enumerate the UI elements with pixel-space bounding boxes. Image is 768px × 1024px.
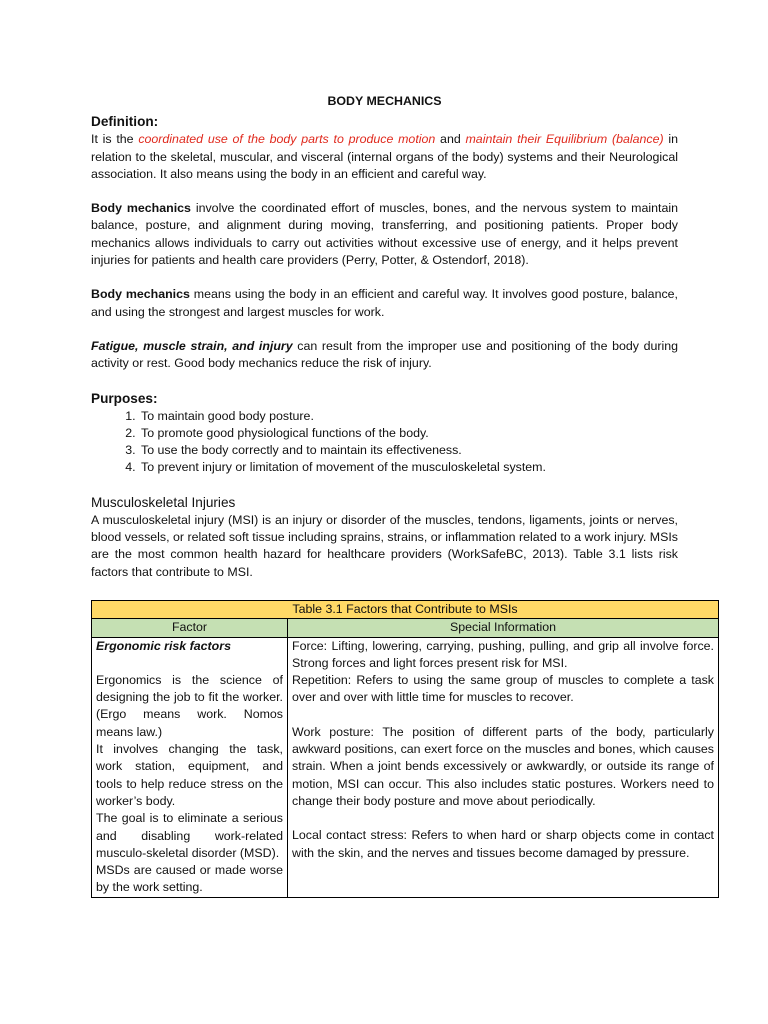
text-run: means using the body in an efficient and careful way. It involves good posture, balance, and using the strongest and largest muscles for work. bbox=[91, 287, 678, 319]
msi-heading: Musculoskeletal Injuries bbox=[91, 494, 236, 510]
body-mechanics-paragraph-2 bbox=[91, 286, 678, 321]
text-run: can result from the improper use and positioning of the body during activity or rest. Good body mechanics reduce the risk of injury. bbox=[91, 338, 679, 371]
table-row bbox=[92, 637, 719, 897]
factor-text: It involves changing the task, work station, equipment, and tools to help reduce stress on the worker’s body. bbox=[96, 742, 283, 808]
msi-paragraph: A musculoskeletal injury (MSI) is an injury or disorder of the muscles, tendons, ligaments, joints or nerves, blood vessels, or related soft tissue including sprains, strains, or inflammation related to a work injury. MSIs are the most common health hazard for healthcare providers (WorkSafeBC, 2013). Table 3.1 lists risk factors that contribute to MSI. bbox=[91, 512, 678, 579]
msi-factors-table bbox=[91, 600, 719, 898]
body-mechanics-paragraph bbox=[91, 200, 678, 269]
info-text: Force: Lifting, lowering, carrying, pushing, pulling, and grip all involve force. Strong forces and light forces present risk for MSI. bbox=[292, 638, 714, 670]
list-item: 4. To prevent injury or limitation of movement of the musculoskeletal system. bbox=[139, 459, 678, 476]
bold-term: Body mechanics bbox=[91, 287, 190, 302]
factor-title: Ergonomic risk factors bbox=[96, 638, 231, 653]
column-header-info: Special Information bbox=[288, 619, 719, 637]
highlight-text: coordinated use of the body parts to produce motion bbox=[138, 132, 436, 147]
factor-text: Ergonomics is the science of designing the job to fit the worker. (Ergo means work. Nomos means law.) bbox=[96, 672, 283, 739]
column-header-factor: Factor bbox=[92, 619, 288, 637]
factor-text: MSDs are caused or made worse by the work setting. bbox=[96, 863, 283, 895]
purposes-heading: Purposes: bbox=[91, 390, 158, 406]
purposes-list bbox=[91, 408, 678, 477]
definition-heading: Definition: bbox=[91, 114, 159, 130]
list-item: 3. To use the body correctly and to maintain its effectiveness. bbox=[139, 442, 678, 459]
info-text: Repetition: Refers to using the same group of muscles to complete a task over and over with little time for muscles to recover. bbox=[292, 673, 714, 705]
text-run: and bbox=[435, 132, 466, 147]
table-caption: Table 3.1 Factors that Contribute to MSIs bbox=[92, 601, 719, 619]
text-run: It is the bbox=[91, 132, 139, 147]
info-text: Local contact stress: Refers to when hard or sharp objects come in contact with the skin, and the nerves and tissues become damaged by pressure. bbox=[292, 828, 714, 860]
bold-term: Body mechanics bbox=[91, 201, 191, 216]
text-run: in relation to the skeletal, muscular, and visceral (internal organs of the body) systems and their Neurological association. It also means using the body in an efficient and careful way. bbox=[91, 132, 679, 181]
document-body bbox=[91, 93, 678, 581]
list-item: 2. To promote good physiological functions of the body. bbox=[139, 425, 678, 442]
highlight-text: maintain their Equilibrium (balance) bbox=[465, 132, 664, 147]
document-title: BODY MECHANICS bbox=[327, 94, 442, 108]
factor-cell bbox=[92, 637, 288, 897]
info-cell bbox=[288, 637, 719, 897]
bold-italic-term: Fatigue, muscle strain, and injury bbox=[91, 338, 293, 353]
text-run: involve the coordinated effort of muscles, bones, and the nervous system to maintain balance, posture, and alignment during moving, transferring, and positioning patients. Proper body mechanics allows individuals to carry out activities without excessive use of energy, and it helps prevent injuries for patients and health care providers (Perry, Potter, & Ostendorf, 2018). bbox=[91, 201, 678, 268]
list-item: 1. To maintain good body posture. bbox=[139, 408, 678, 425]
definition-paragraph bbox=[91, 131, 678, 183]
fatigue-paragraph bbox=[91, 338, 678, 373]
info-text: Work posture: The position of different parts of the body, particularly awkward positions, can exert force on the muscles and bones, which causes strain. When a joint bends excessively or awkwardly, or outside its range of motion, MSI can occur. This also includes static postures. Workers need to change their body posture and move about periodically. bbox=[292, 724, 714, 808]
factor-text: The goal is to eliminate a serious and disabling work-related musculo-skeletal disorder (MSD). bbox=[96, 811, 283, 860]
